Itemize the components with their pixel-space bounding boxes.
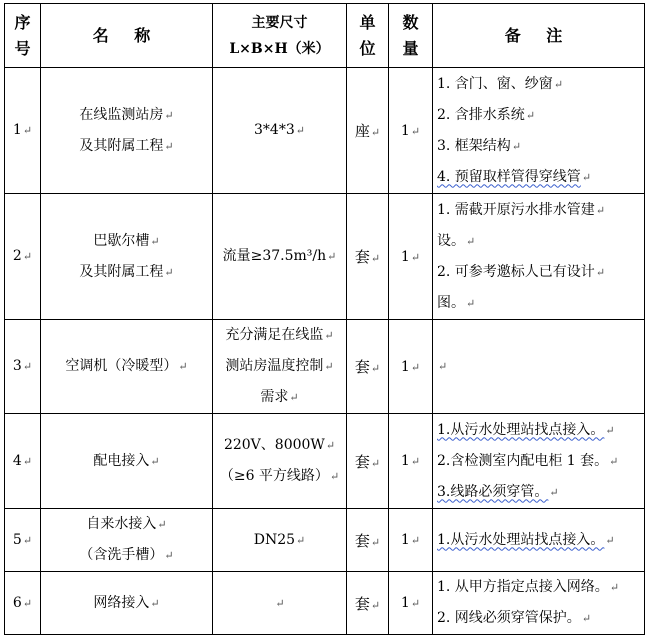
cell-text: 1. 从甲方指定点接入网络。	[437, 579, 609, 595]
paragraph-mark-icon: ↵	[150, 596, 160, 610]
table-row	[5, 320, 645, 414]
cell-line	[45, 446, 208, 477]
equipment-table	[4, 3, 645, 635]
paragraph-mark-icon: ↵	[466, 234, 476, 248]
paragraph-mark-icon: ↵	[581, 612, 592, 625]
item-unit	[347, 509, 389, 572]
cell-text: 需求	[260, 389, 289, 405]
paragraph-mark-icon: ↵	[410, 250, 421, 264]
table-row	[5, 572, 645, 635]
paragraph-mark-icon: ↵	[410, 360, 421, 374]
row-number	[5, 414, 41, 509]
paragraph-mark-icon: ↵	[410, 597, 421, 610]
cell-text: 2. 可参考邀标人已有设计	[437, 263, 595, 280]
cell-text: 3.线路必须穿管。	[437, 483, 549, 500]
cell-text: 设。	[437, 232, 465, 249]
header-row	[5, 4, 645, 68]
paragraph-mark-icon: ↵	[22, 454, 33, 468]
item-unit	[347, 320, 389, 414]
item-size	[213, 509, 347, 572]
cell-line	[437, 226, 640, 257]
paragraph-mark-icon: ↵	[296, 533, 306, 547]
item-name	[41, 194, 213, 320]
cell-text: 网络接入	[93, 594, 150, 611]
paragraph-mark-icon: ↵	[150, 454, 160, 468]
cell-line	[45, 226, 208, 257]
cell-line	[217, 382, 342, 413]
unit-text: 座	[354, 122, 370, 140]
row-number	[5, 68, 41, 194]
paragraph-mark-icon: ↵	[595, 265, 606, 279]
cell-line	[217, 588, 342, 619]
cell-text: 2. 网线必须穿管保护。	[437, 610, 581, 626]
header-name: 名 称	[41, 4, 213, 68]
cell-text: 巴歇尔槽	[93, 232, 150, 249]
paragraph-mark-icon: ↵	[511, 139, 522, 153]
cell-text: 220V、8000W	[223, 437, 325, 453]
unit-text: 套	[354, 531, 370, 550]
cell-line	[437, 415, 640, 446]
item-qty	[389, 68, 433, 194]
item-qty	[389, 320, 433, 414]
cell-line	[217, 461, 342, 492]
row-number	[5, 320, 41, 414]
row-number	[5, 509, 41, 572]
item-remark	[433, 320, 645, 414]
paragraph-mark-icon: ↵	[178, 360, 188, 373]
paragraph-mark-icon: ↵	[581, 170, 592, 184]
table-row	[5, 194, 645, 320]
item-name	[41, 414, 213, 509]
item-name	[41, 320, 213, 414]
unit-text: 套	[354, 248, 370, 266]
paragraph-mark-icon: ↵	[595, 203, 606, 217]
paragraph-mark-icon: ↵	[466, 296, 476, 310]
item-qty	[389, 194, 433, 320]
cell-text: DN25	[253, 531, 296, 548]
paragraph-mark-icon: ↵	[289, 391, 299, 404]
header-unit: 单 位	[347, 4, 389, 68]
header-qty: 数 量	[389, 4, 433, 68]
cell-text: 4. 预留取样管得穿线管	[437, 168, 581, 185]
item-size	[213, 320, 347, 414]
cell-text: 空调机（冷暖型）	[65, 358, 178, 374]
cell-text: 图。	[437, 294, 465, 311]
cell-line	[45, 100, 208, 131]
paragraph-mark-icon: ↵	[164, 139, 174, 153]
paragraph-mark-icon: ↵	[370, 535, 381, 549]
cell-line	[437, 446, 640, 477]
paragraph-mark-icon: ↵	[22, 596, 33, 610]
unit-text: 套	[354, 358, 370, 376]
cell-text: 及其附属工程	[79, 263, 164, 280]
item-size	[213, 572, 347, 635]
paragraph-mark-icon: ↵	[164, 108, 174, 122]
cell-text: 在线监测站房	[79, 106, 164, 123]
item-unit	[347, 194, 389, 320]
row-number	[5, 572, 41, 635]
cell-text: 1.从污水处理站找点接入。	[437, 421, 605, 438]
qty-text: 1	[400, 248, 410, 265]
item-name	[41, 572, 213, 635]
cell-text: 3	[12, 358, 22, 374]
cell-line	[437, 69, 640, 100]
paragraph-mark-icon: ↵	[370, 598, 381, 612]
header-size: 主要尺寸 L×B×H（米）	[213, 4, 347, 68]
paragraph-mark-icon: ↵	[157, 518, 167, 531]
paragraph-mark-icon: ↵	[22, 533, 33, 547]
paragraph-mark-icon: ↵	[410, 534, 421, 547]
qty-text: 1	[400, 595, 410, 611]
cell-line	[45, 131, 208, 162]
cell-line	[45, 588, 208, 619]
qty-text: 1	[400, 122, 410, 139]
table-row	[5, 509, 645, 572]
cell-text: 1. 含门、窗、纱窗	[437, 75, 553, 92]
paragraph-mark-icon: ↵	[325, 439, 336, 452]
cell-text: 及其附属工程	[79, 137, 164, 154]
qty-text: 1	[400, 453, 410, 469]
item-name	[41, 509, 213, 572]
item-qty	[389, 572, 433, 635]
cell-line	[9, 356, 36, 377]
cell-line	[45, 257, 208, 288]
unit-text: 套	[354, 594, 370, 613]
item-unit	[347, 414, 389, 509]
paragraph-mark-icon: ↵	[549, 485, 559, 499]
paragraph-mark-icon: ↵	[164, 265, 174, 279]
cell-text: 1.从污水处理站找点接入。	[437, 531, 605, 548]
cell-line	[217, 320, 342, 351]
cell-line	[217, 430, 342, 461]
item-name	[41, 68, 213, 194]
item-size	[213, 194, 347, 320]
item-remark	[433, 572, 645, 635]
paragraph-mark-icon: ↵	[438, 360, 448, 373]
item-remark	[433, 509, 645, 572]
cell-line	[437, 257, 640, 288]
item-unit	[347, 68, 389, 194]
cell-line	[437, 100, 640, 131]
unit-text: 套	[354, 452, 370, 471]
header-seq: 序 号	[5, 4, 41, 68]
paragraph-mark-icon: ↵	[553, 77, 564, 91]
cell-line	[437, 525, 640, 556]
cell-text: 流量≥37.5m³/h	[222, 248, 327, 264]
row-number	[5, 194, 41, 320]
cell-line	[437, 572, 640, 603]
cell-line	[437, 477, 640, 508]
paragraph-mark-icon: ↵	[324, 329, 334, 342]
cell-line	[437, 603, 640, 634]
qty-text: 1	[400, 358, 410, 375]
item-qty	[389, 509, 433, 572]
paragraph-mark-icon: ↵	[609, 581, 620, 594]
item-remark	[433, 194, 645, 320]
cell-text: 2.含检测室内配电柜 1 套。	[437, 452, 609, 469]
paragraph-mark-icon: ↵	[410, 455, 421, 468]
paragraph-mark-icon: ↵	[370, 252, 381, 265]
cell-text: 2. 含排水系统	[437, 106, 525, 123]
paragraph-mark-icon: ↵	[370, 362, 381, 375]
cell-text: 2	[12, 248, 22, 264]
cell-text: 3. 框架结构	[437, 137, 511, 154]
cell-line	[217, 115, 342, 146]
paragraph-mark-icon: ↵	[164, 549, 174, 562]
cell-line	[9, 593, 36, 614]
item-remark	[433, 414, 645, 509]
paragraph-mark-icon: ↵	[410, 124, 421, 138]
cell-line	[437, 351, 640, 382]
paragraph-mark-icon: ↵	[329, 470, 340, 483]
cell-line	[9, 246, 36, 267]
paragraph-mark-icon: ↵	[22, 360, 33, 373]
item-unit	[347, 572, 389, 635]
cell-text: （≥6 平方线路）	[219, 468, 329, 484]
paragraph-mark-icon: ↵	[324, 360, 334, 373]
paragraph-mark-icon: ↵	[609, 454, 619, 468]
item-remark	[433, 68, 645, 194]
item-qty	[389, 414, 433, 509]
cell-text: （含洗手槽）	[79, 547, 164, 563]
cell-text: 测站房温度控制	[225, 358, 324, 374]
paragraph-mark-icon: ↵	[370, 126, 381, 139]
cell-line	[217, 525, 342, 556]
cell-text: 配电接入	[93, 452, 150, 469]
paragraph-mark-icon: ↵	[327, 250, 337, 263]
paragraph-mark-icon: ↵	[275, 596, 285, 610]
cell-text: 1. 需截开原污水排水管建	[437, 201, 595, 218]
cell-line	[217, 351, 342, 382]
paragraph-mark-icon: ↵	[150, 234, 160, 248]
cell-line	[9, 451, 36, 472]
cell-text: 6	[12, 594, 22, 611]
paragraph-mark-icon: ↵	[605, 423, 615, 437]
paragraph-mark-icon: ↵	[295, 124, 305, 137]
cell-line	[437, 195, 640, 226]
table-row	[5, 414, 645, 509]
cell-text: 充分满足在线监	[225, 327, 324, 343]
cell-line	[217, 241, 342, 272]
cell-text: 1	[12, 122, 22, 138]
paragraph-mark-icon: ↵	[22, 124, 33, 137]
cell-text: 5	[12, 531, 22, 548]
paragraph-mark-icon: ↵	[525, 108, 536, 122]
cell-text: 自来水接入	[86, 516, 157, 532]
cell-line	[437, 131, 640, 162]
item-size	[213, 414, 347, 509]
table-row	[5, 68, 645, 194]
cell-text: 4	[12, 452, 22, 469]
cell-line	[437, 288, 640, 319]
cell-line	[9, 530, 36, 551]
cell-line	[45, 540, 208, 571]
cell-line	[437, 162, 640, 193]
cell-text: 3*4*3	[254, 122, 295, 138]
header-remark: 备 注	[433, 4, 645, 68]
item-size	[213, 68, 347, 194]
paragraph-mark-icon: ↵	[370, 456, 381, 470]
paragraph-mark-icon: ↵	[605, 533, 615, 547]
paragraph-mark-icon: ↵	[22, 250, 33, 263]
cell-line	[45, 351, 208, 382]
qty-text: 1	[400, 532, 410, 548]
cell-line	[45, 509, 208, 540]
cell-line	[9, 120, 36, 141]
